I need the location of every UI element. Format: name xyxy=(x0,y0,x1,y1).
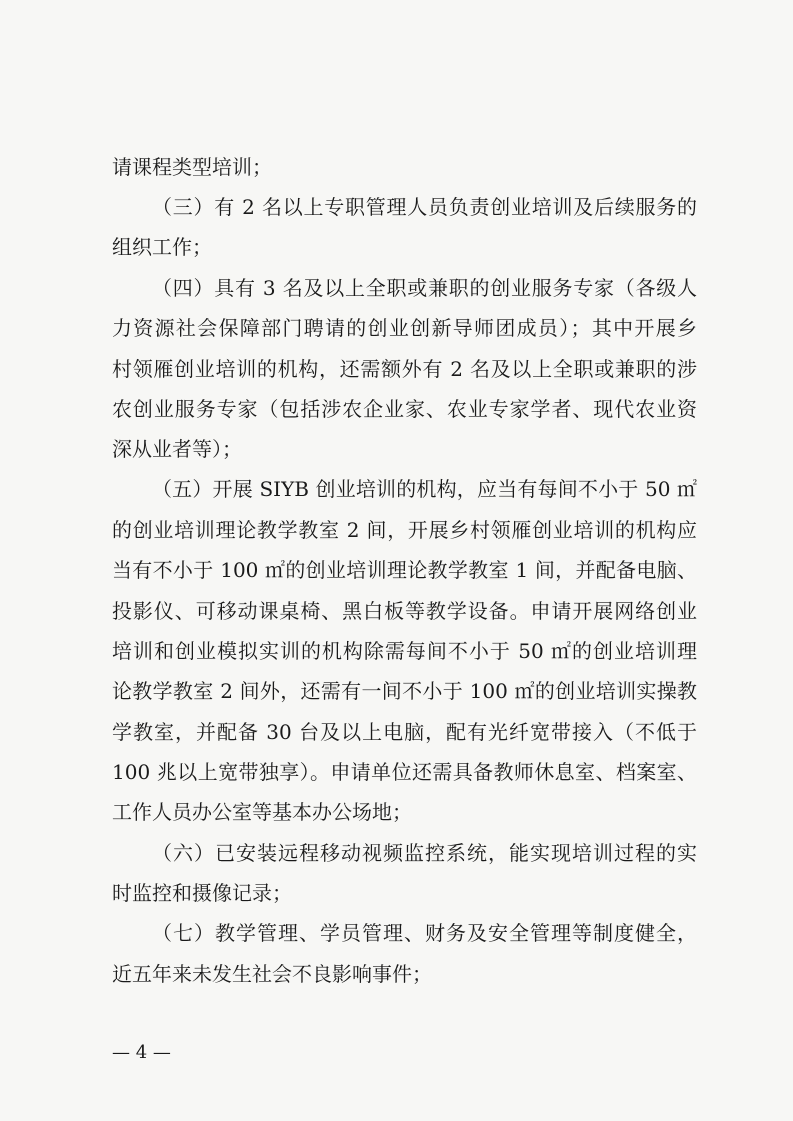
paragraph-start-line: （六）已安装远程移动视频监控系统，能实现培训过程的实 xyxy=(152,841,697,865)
paragraph-start-line: （七）教学管理、学员管理、财务及安全管理等制度健全， xyxy=(152,921,697,945)
paragraph-start-line: （三）有 2 名以上专职管理人员负责创业培训及后续服务的 xyxy=(152,195,697,219)
paragraph-start-line: （四）具有 3 名及以上全职或兼职的创业服务专家（各级人 xyxy=(152,276,697,300)
text-line: 请课程类型培训； xyxy=(112,155,272,179)
text-line: 时监控和摄像记录； xyxy=(112,881,292,905)
text-line: 当有不小于 100 ㎡的创业培训理论教学教室 1 间，并配备电脑、 xyxy=(112,558,697,582)
text-line: 投影仪、可移动课桌椅、黑白板等教学设备。申请开展网络创业 xyxy=(112,599,697,623)
page-number: — 4 — xyxy=(112,1042,171,1063)
text-line: 力资源社会保障部门聘请的创业创新导师团成员）；其中开展乡 xyxy=(112,316,697,340)
text-line: 100 兆以上宽带独享）。申请单位还需具备教师休息室、档案室、 xyxy=(112,760,697,784)
text-line: 深从业者等）； xyxy=(112,437,242,461)
text-line: 村领雁创业培训的机构，还需额外有 2 名及以上全职或兼职的涉 xyxy=(112,357,697,381)
text-line: 论教学教室 2 间外，还需有一间不小于 100 ㎡的创业培训实操教 xyxy=(112,679,697,703)
text-line: 工作人员办公室等基本办公场地； xyxy=(112,800,412,824)
text-line: 培训和创业模拟实训的机构除需每间不小于 50 ㎡的创业培训理 xyxy=(112,639,697,663)
text-line: 组织工作； xyxy=(112,235,212,259)
text-line: 学教室，并配备 30 台及以上电脑，配有光纤宽带接入（不低于 xyxy=(112,720,697,744)
text-line: 的创业培训理论教学教室 2 间，开展乡村领雁创业培训的机构应 xyxy=(112,518,697,542)
text-line: 农创业服务专家（包括涉农企业家、农业专家学者、现代农业资 xyxy=(112,397,697,421)
paragraph-start-line: （五）开展 SIYB 创业培训的机构，应当有每间不小于 50 ㎡ xyxy=(152,477,697,501)
text-line: 近五年来未发生社会不良影响事件； xyxy=(112,962,432,986)
